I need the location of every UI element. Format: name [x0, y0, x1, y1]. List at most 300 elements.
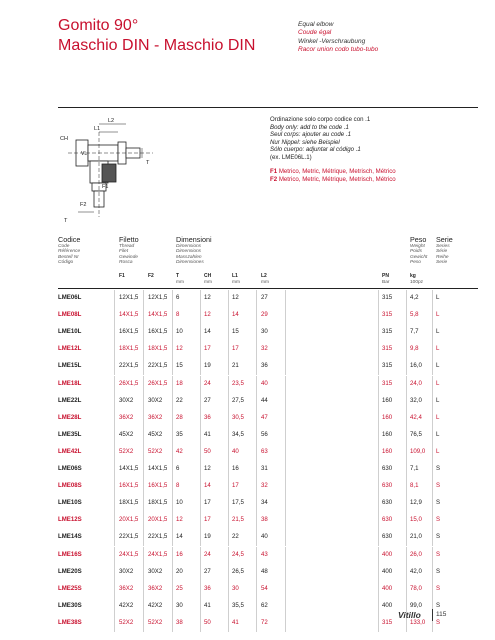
column-separator: [143, 444, 144, 461]
column-separator: [143, 376, 144, 393]
cell-l1: 21,5: [232, 516, 244, 524]
cell-serie: L: [436, 430, 440, 438]
column-separator: [256, 564, 257, 581]
label-ch: CH: [60, 136, 68, 142]
cell-f1: 16X1,5: [119, 328, 139, 336]
column-separator: [432, 324, 433, 341]
cell-f1: 36X2: [119, 584, 134, 592]
cell-code: LME15L: [58, 362, 82, 370]
unit-kg: 100pz: [410, 280, 424, 285]
cell-ch: 17: [204, 516, 211, 524]
column-separator: [143, 581, 144, 598]
column-separator: [406, 444, 407, 461]
label-f1: F1: [102, 184, 109, 190]
cell-t: 6: [176, 465, 180, 472]
column-separator: [228, 615, 229, 632]
column-separator: [143, 307, 144, 324]
cell-l1: 12: [232, 294, 239, 301]
column-separator: [200, 444, 201, 461]
cell-serie: L: [436, 396, 440, 404]
column-separator: [432, 461, 433, 478]
column-separator: [143, 495, 144, 512]
cell-serie: S: [436, 482, 441, 490]
cell-f1: 12X1,5: [119, 294, 139, 301]
column-separator: [432, 290, 433, 307]
cell-code: LME08L: [58, 311, 82, 319]
cell-serie: S: [436, 584, 441, 592]
cell-f1: 18X1,5: [119, 345, 139, 353]
column-separator: [285, 324, 286, 341]
cell-l1: 22: [232, 533, 239, 541]
cell-ch: 41: [204, 430, 211, 438]
column-separator: [378, 529, 379, 546]
cell-t: 15: [176, 362, 183, 370]
cell-l2: 43: [261, 550, 268, 558]
cell-f2: 26X1,5: [148, 379, 168, 387]
column-separator: [256, 427, 257, 444]
cell-pn: 315: [382, 379, 393, 387]
label-l2: L2: [108, 118, 115, 124]
column-separator: [172, 444, 173, 461]
column-separator: [285, 495, 286, 512]
unit-ch: mm: [204, 280, 212, 285]
cell-l1: 17,5: [232, 499, 244, 507]
column-separator: [378, 358, 379, 375]
cell-l1: 23,5: [232, 379, 244, 387]
column-separator: [200, 529, 201, 546]
cell-serie: L: [436, 362, 440, 370]
column-separator: [172, 358, 173, 375]
column-separator: [432, 564, 433, 581]
column-separator: [172, 615, 173, 632]
cell-l1: 16: [232, 465, 239, 472]
header-serie: Serie Series Série Reihe Serie: [436, 235, 453, 266]
cell-l2: 31: [261, 465, 268, 472]
col-kg: kg: [410, 273, 416, 279]
column-separator: [200, 393, 201, 410]
elbow-drawing: [58, 112, 258, 228]
cell-f2: 45X2: [148, 430, 163, 438]
cell-serie: L: [436, 379, 440, 387]
column-separator: [200, 512, 201, 529]
column-separator: [143, 598, 144, 615]
column-separator: [378, 341, 379, 358]
column-separator: [406, 547, 407, 564]
cell-l2: 54: [261, 584, 268, 592]
column-separator: [406, 495, 407, 512]
cell-serie: S: [436, 499, 441, 507]
thread-note-f1: F1 Metrico, Metric, Métrique, Metrisch, Métrico: [270, 168, 396, 175]
cell-l2: 47: [261, 413, 268, 421]
column-separator: [256, 547, 257, 564]
column-separator: [114, 427, 115, 444]
column-separator: [285, 427, 286, 444]
cell-f2: 42X2: [148, 601, 163, 609]
cell-kg: 32,0: [410, 396, 422, 404]
cell-code: LME10S: [58, 499, 82, 507]
cell-f2: 22X1,5: [148, 533, 168, 541]
column-separator: [432, 444, 433, 461]
page-number: 115: [436, 611, 447, 618]
column-separator: [114, 290, 115, 307]
column-separator: [432, 478, 433, 495]
column-separator: [172, 529, 173, 546]
cell-l2: 56: [261, 430, 268, 438]
cell-t: 28: [176, 413, 183, 421]
cell-pn: 630: [382, 465, 393, 472]
cell-serie: L: [436, 447, 440, 455]
column-separator: [143, 358, 144, 375]
vl-logo-mark: VL: [81, 151, 88, 157]
column-separator: [172, 547, 173, 564]
cell-l1: 30: [232, 584, 239, 592]
cell-f1: 18X1,5: [119, 499, 139, 507]
cell-f1: 20X1,5: [119, 516, 139, 524]
column-separator: [378, 598, 379, 615]
column-separator: [285, 290, 286, 307]
column-separator: [228, 410, 229, 427]
table-row: [58, 444, 478, 461]
cell-f2: 14X1,5: [148, 311, 168, 319]
cell-l1: 14: [232, 311, 239, 319]
cell-ch: 50: [204, 447, 211, 455]
column-separator: [200, 410, 201, 427]
column-separator: [256, 341, 257, 358]
cell-code: LME06L: [58, 294, 82, 301]
column-separator: [200, 358, 201, 375]
cell-f2: 36X2: [148, 413, 163, 421]
column-separator: [256, 410, 257, 427]
label-l1: L1: [94, 126, 101, 132]
label-f2: F2: [80, 202, 87, 208]
cell-l2: 32: [261, 482, 268, 490]
table-header-divider: [58, 288, 478, 289]
column-separator: [285, 410, 286, 427]
translation-de: Winkel -Verschraubung: [298, 37, 366, 45]
cell-t: 42: [176, 447, 183, 455]
cell-l1: 41: [232, 618, 239, 626]
column-separator: [114, 410, 115, 427]
column-separator: [114, 615, 115, 632]
column-separator: [285, 461, 286, 478]
cell-serie: L: [436, 328, 440, 336]
column-separator: [228, 444, 229, 461]
column-separator: [172, 427, 173, 444]
column-separator: [143, 564, 144, 581]
column-separator: [114, 529, 115, 546]
header-codice: Codice Code Référence Bestell Nr Código: [58, 235, 81, 266]
col-f1: F1: [119, 273, 125, 279]
cell-ch: 36: [204, 584, 211, 592]
column-separator: [256, 615, 257, 632]
column-separator: [285, 529, 286, 546]
cell-code: LME08S: [58, 482, 82, 490]
column-separator: [378, 478, 379, 495]
column-separator: [143, 410, 144, 427]
column-separator: [256, 324, 257, 341]
col-l1: L1: [232, 273, 238, 279]
cell-t: 10: [176, 328, 183, 336]
column-separator: [432, 495, 433, 512]
cell-l1: 30,5: [232, 413, 244, 421]
cell-l2: 40: [261, 379, 268, 387]
cell-pn: 630: [382, 499, 393, 507]
column-separator: [256, 444, 257, 461]
column-separator: [285, 393, 286, 410]
col-l2: L2: [261, 273, 267, 279]
column-separator: [172, 376, 173, 393]
cell-t: 30: [176, 601, 183, 609]
cell-f1: 42X2: [119, 601, 134, 609]
column-separator: [114, 444, 115, 461]
cell-ch: 27: [204, 396, 211, 404]
column-separator: [406, 461, 407, 478]
column-separator: [228, 564, 229, 581]
cell-f2: 52X2: [148, 447, 163, 455]
column-separator: [285, 478, 286, 495]
cell-kg: 7,1: [410, 465, 419, 472]
column-separator: [406, 358, 407, 375]
cell-kg: 9,8: [410, 345, 419, 353]
cell-l1: 21: [232, 362, 239, 370]
column-separator: [172, 581, 173, 598]
cell-kg: 5,8: [410, 311, 419, 319]
column-separator: [432, 529, 433, 546]
cell-t: 6: [176, 294, 180, 301]
cell-f1: 52X2: [119, 447, 134, 455]
cell-ch: 41: [204, 601, 211, 609]
cell-f1: 16X1,5: [119, 482, 139, 490]
column-separator: [378, 547, 379, 564]
column-separator: [143, 290, 144, 307]
column-separator: [256, 307, 257, 324]
cell-t: 12: [176, 345, 183, 353]
cell-f1: 14X1,5: [119, 465, 139, 472]
column-separator: [114, 581, 115, 598]
column-separator: [200, 307, 201, 324]
cell-l2: 63: [261, 447, 268, 455]
cell-pn: 315: [382, 328, 393, 336]
page-title: [58, 16, 288, 56]
cell-pn: 160: [382, 430, 393, 438]
column-separator: [256, 393, 257, 410]
column-separator: [200, 564, 201, 581]
header-dimensioni: Dimensioni Dimensions Dimensions Masszahlen Dimensiones: [176, 235, 212, 266]
cell-l1: 17: [232, 482, 239, 490]
column-separator: [285, 615, 286, 632]
col-t: T: [176, 273, 180, 279]
cell-l2: 48: [261, 567, 268, 575]
column-separator: [172, 410, 173, 427]
cell-l1: 15: [232, 328, 239, 336]
column-separator: [228, 376, 229, 393]
cell-code: LME12L: [58, 345, 82, 353]
column-separator: [406, 529, 407, 546]
unit-pn: Bar: [382, 280, 390, 285]
cell-ch: 24: [204, 379, 211, 387]
order-note-en: Body only: add to the code .1: [270, 123, 349, 131]
cell-kg: 99,0: [410, 601, 422, 609]
column-separator: [378, 564, 379, 581]
column-separator: [285, 598, 286, 615]
column-separator: [378, 444, 379, 461]
cell-f2: 52X2: [148, 618, 163, 626]
cell-code: LME12S: [58, 516, 82, 524]
cell-l2: 29: [261, 311, 268, 319]
cell-pn: 315: [382, 311, 393, 319]
cell-l2: 36: [261, 362, 268, 370]
cell-ch: 27: [204, 567, 211, 575]
column-separator: [432, 341, 433, 358]
cell-f2: 24X1,5: [148, 550, 168, 558]
table-row: [58, 427, 478, 444]
unit-l2: mm: [261, 280, 269, 285]
brand-logo: Vitillo: [398, 610, 421, 620]
column-separator: [228, 393, 229, 410]
cell-pn: 400: [382, 550, 393, 558]
cell-l1: 40: [232, 447, 239, 455]
column-separator: [432, 410, 433, 427]
title-line-2: Maschio DIN - Maschio DIN: [58, 37, 256, 54]
table-row: [58, 512, 478, 529]
column-separator: [256, 478, 257, 495]
cell-l2: 27: [261, 294, 268, 301]
column-separator: [143, 341, 144, 358]
cell-kg: 42,0: [410, 567, 422, 575]
column-separator: [406, 410, 407, 427]
cell-t: 8: [176, 482, 180, 490]
cell-pn: 160: [382, 396, 393, 404]
column-separator: [256, 581, 257, 598]
cell-f2: 18X1,5: [148, 499, 168, 507]
cell-f1: 22X1,5: [119, 533, 139, 541]
cell-t: 25: [176, 584, 183, 592]
table-row: [58, 393, 478, 410]
column-separator: [256, 495, 257, 512]
cell-serie: S: [436, 465, 441, 472]
cell-serie: S: [436, 567, 441, 575]
column-separator: [432, 512, 433, 529]
table-row: [58, 376, 478, 393]
header-filetto: Filetto Thread Filet Gewinde Rosca: [119, 235, 139, 266]
translation-fr: Coude égal: [298, 29, 332, 37]
cell-t: 12: [176, 516, 183, 524]
column-separator: [228, 341, 229, 358]
column-separator: [228, 512, 229, 529]
column-separator: [256, 529, 257, 546]
cell-t: 20: [176, 567, 183, 575]
translation-en: Equal elbow: [298, 21, 334, 28]
column-separator: [228, 461, 229, 478]
cell-f1: 52X2: [119, 618, 134, 626]
column-separator: [378, 581, 379, 598]
column-separator: [378, 324, 379, 341]
cell-ch: 14: [204, 482, 211, 490]
table-row: [58, 341, 478, 358]
cell-pn: 630: [382, 516, 393, 524]
column-separator: [406, 341, 407, 358]
ordering-notes: [270, 116, 480, 162]
cell-pn: 630: [382, 533, 393, 541]
order-note-es: Sólo cuerpo: adjuntar al código .1: [270, 146, 361, 154]
column-separator: [114, 495, 115, 512]
cell-f2: 16X1,5: [148, 482, 168, 490]
cell-ch: 36: [204, 413, 211, 421]
table-row: [58, 581, 478, 598]
column-separator: [200, 427, 201, 444]
column-separator: [406, 427, 407, 444]
column-separator: [432, 376, 433, 393]
cell-l1: 27,5: [232, 396, 244, 404]
column-separator: [200, 581, 201, 598]
column-separator: [285, 581, 286, 598]
cell-pn: 315: [382, 294, 393, 301]
column-separator: [172, 598, 173, 615]
column-separator: [143, 529, 144, 546]
column-separator: [406, 478, 407, 495]
cell-kg: 133,0: [410, 618, 426, 626]
column-separator: [228, 478, 229, 495]
column-separator: [285, 547, 286, 564]
column-separator: [406, 564, 407, 581]
column-separator: [406, 393, 407, 410]
cell-pn: 315: [382, 345, 393, 353]
title-translations: [298, 21, 478, 54]
col-ch: CH: [204, 273, 212, 279]
column-separator: [432, 547, 433, 564]
cell-ch: 12: [204, 294, 211, 301]
column-separator: [228, 529, 229, 546]
col-f2: F2: [148, 273, 154, 279]
thread-note-f2: F2 Metrico, Metric, Métrique, Metrisch, Métrico: [270, 175, 396, 183]
order-note-de: Nur Nippel: siehe Beispiel: [270, 138, 340, 146]
cell-serie: L: [436, 311, 440, 319]
cell-f1: 26X1,5: [119, 379, 139, 387]
column-separator: [228, 324, 229, 341]
cell-t: 10: [176, 499, 183, 507]
column-separator: [378, 393, 379, 410]
column-separator: [256, 512, 257, 529]
column-separator: [200, 495, 201, 512]
column-separator: [378, 495, 379, 512]
cell-kg: 12,9: [410, 499, 422, 507]
column-separator: [406, 290, 407, 307]
column-separator: [406, 324, 407, 341]
column-separator: [228, 427, 229, 444]
column-separator: [143, 478, 144, 495]
cell-f1: 30X2: [119, 396, 134, 404]
column-separator: [114, 547, 115, 564]
cell-code: LME10L: [58, 328, 82, 336]
table-row: [58, 358, 478, 375]
cell-l2: 72: [261, 618, 268, 626]
cell-code: LME18L: [58, 379, 82, 387]
table-row: [58, 495, 478, 512]
cell-l2: 44: [261, 396, 268, 404]
table-row: [58, 478, 478, 495]
column-separator: [143, 461, 144, 478]
cell-f1: 24X1,5: [119, 550, 139, 558]
cell-f2: 18X1,5: [148, 345, 168, 353]
column-separator: [114, 307, 115, 324]
cell-kg: 15,0: [410, 516, 422, 524]
column-separator: [172, 495, 173, 512]
cell-pn: 315: [382, 618, 393, 626]
cell-ch: 12: [204, 465, 211, 472]
cell-code: LME06S: [58, 465, 82, 472]
cell-l1: 17: [232, 345, 239, 353]
column-separator: [172, 478, 173, 495]
